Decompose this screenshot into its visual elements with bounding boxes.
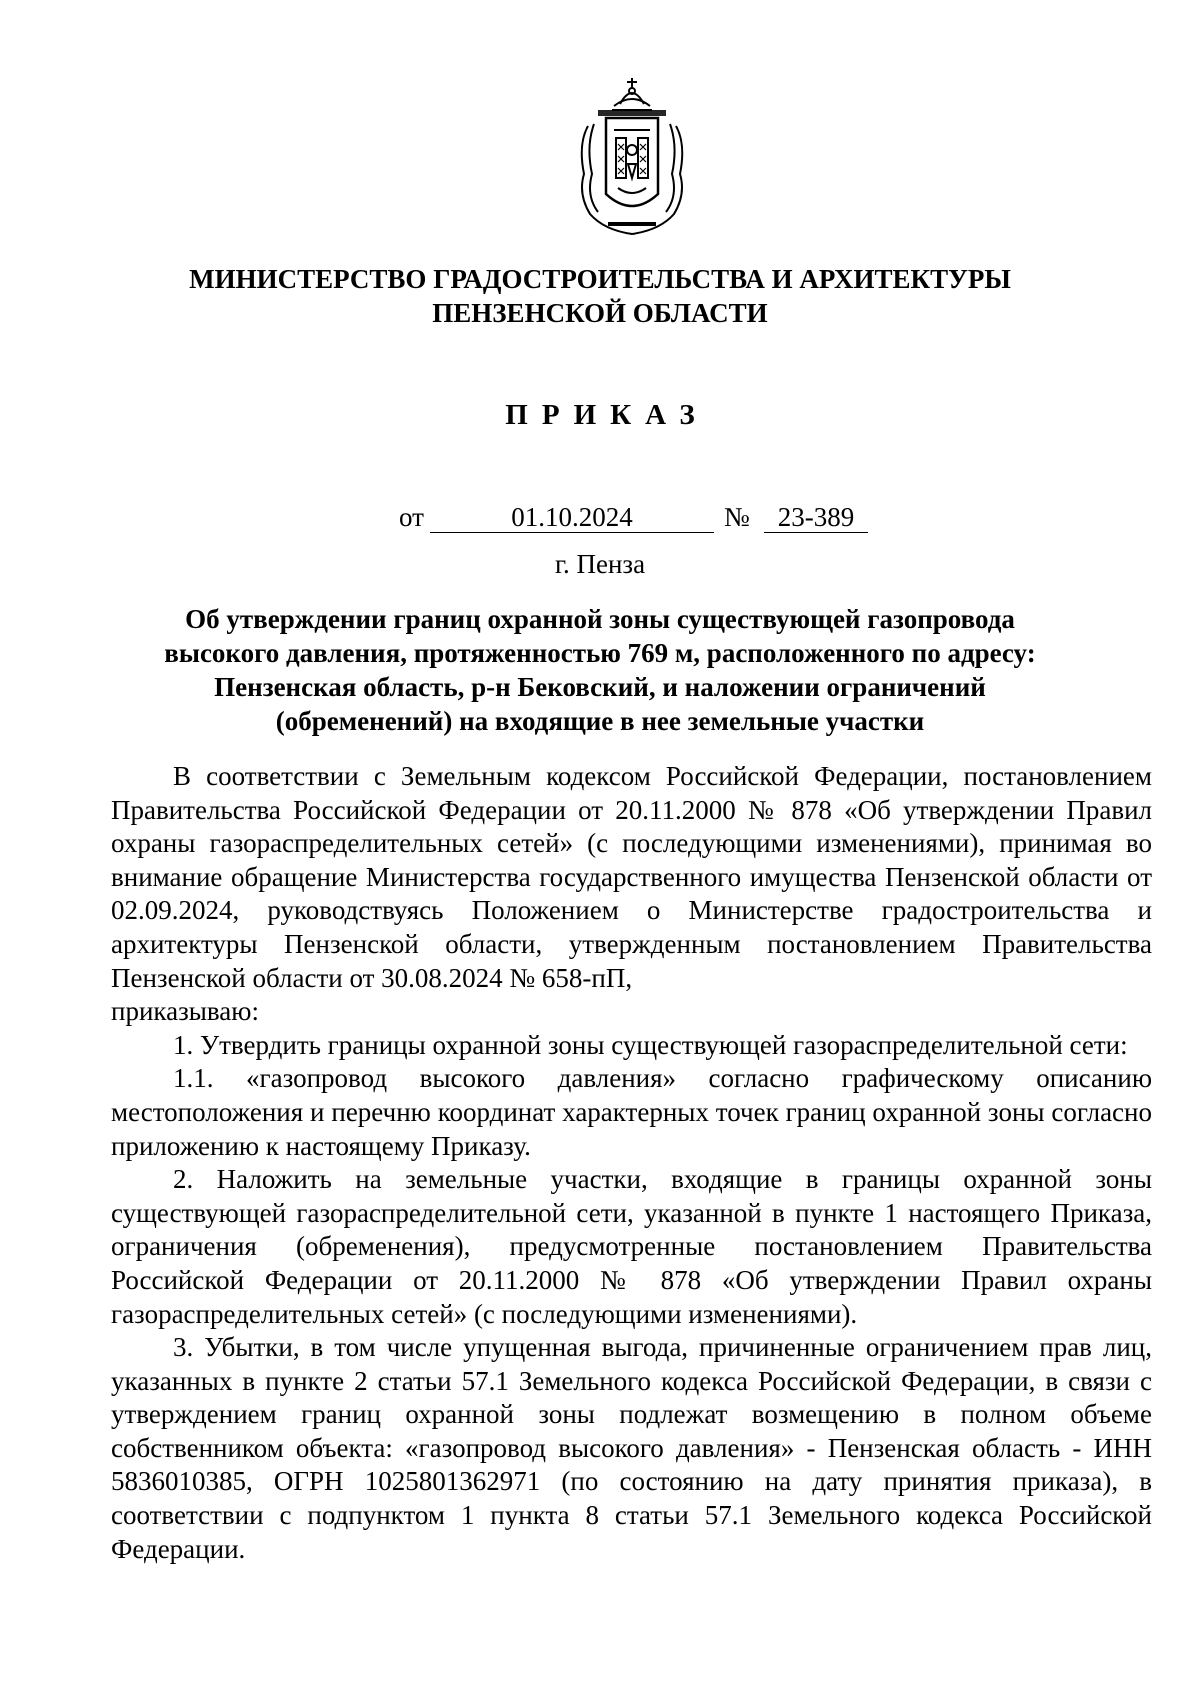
item-2-paragraph: 2. Наложить на земельные участки, входящие в границы охранной зоны существующей газораспределительной сети, указанной в пункте 1 настоящего Приказа, ограничения (обременения), предусмотренные постановлением Правительства Российской Федерации от 20.11.2000 № 878 «Об утверждении Правил охраны газораспределительных сетей» (с последующими изменениями). — [111, 1164, 1152, 1329]
ministry-name — [0, 262, 1200, 330]
item-1-1-paragraph: 1.1. «газопровод высокого давления» согласно графическому описанию местоположения и перечню координат характерных точек границ охранной зоны согласно приложению к настоящему Приказу. — [111, 1063, 1152, 1161]
ministry-name-line1: МИНИСТЕРСТВО ГРАДОСТРОИТЕЛЬСТВА И АРХИТЕКТУРЫ — [189, 264, 1011, 294]
subject-line3: Пензенская область, р-н Бековский, и наложении ограничений — [214, 672, 986, 702]
subject-line2: высокого давления, протяженностью 769 м, расположенного по адресу: — [164, 638, 1036, 668]
city-name: г. Пенза — [554, 549, 646, 579]
ministry-name-line2: ПЕНЗЕНСКОЙ ОБЛАСТИ — [432, 298, 768, 328]
subject-line1: Об утверждении границ охранной зоны существующей газопровода — [185, 604, 1015, 634]
item-1-paragraph: 1. Утвердить границы охранной зоны существующей газораспределительной сети: — [173, 1029, 1128, 1060]
number-label: № — [724, 502, 750, 532]
document-subject — [100, 602, 1100, 738]
date-number-line — [0, 500, 1200, 536]
preamble-paragraph: В соответствии с Земельным кодексом Российской Федерации, постановлением Правительства Российской Федерации от 20.11.2000 № 878 «Об утверждении Правил охраны газораспределительных сетей» (с последующими изменениями), принимая во внимание обращение Министерства государственного имущества Пензенской области от 02.09.2024, руководствуясь Положением о Министерстве градостроительства и архитектуры Пензенской области, утвержденным постановлением Правительства Пензенской области от 30.08.2024 № 658-пП, — [111, 761, 1152, 993]
document-number: 23-389 — [764, 500, 868, 533]
document-type-title: ПРИКАЗ — [505, 399, 709, 431]
date-label: от — [399, 502, 424, 532]
coat-of-arms-icon — [568, 74, 696, 236]
subject-line4: (обременений) на входящие в нее земельные участки — [275, 706, 925, 736]
document-date: 01.10.2024 — [430, 500, 714, 533]
item-3-paragraph: 3. Убытки, в том числе упущенная выгода, причиненные ограничением прав лиц, указанных в пункте 2 статьи 57.1 Земельного кодекса Российской Федерации, в связи с утверждением границ охранной зоны подлежат возмещению в полном объеме собственником объекта: «газопровод высокого давления» - Пензенская область - ИНН 5836010385, ОГРН 1025801362971 (по состоянию на дату принятия приказа), в соответствии с подпунктом 1 пункта 8 статьи 57.1 Земельного кодекса Российской Федерации. — [111, 1332, 1152, 1564]
document-body — [111, 760, 1152, 1566]
order-word: приказываю: — [111, 996, 259, 1027]
